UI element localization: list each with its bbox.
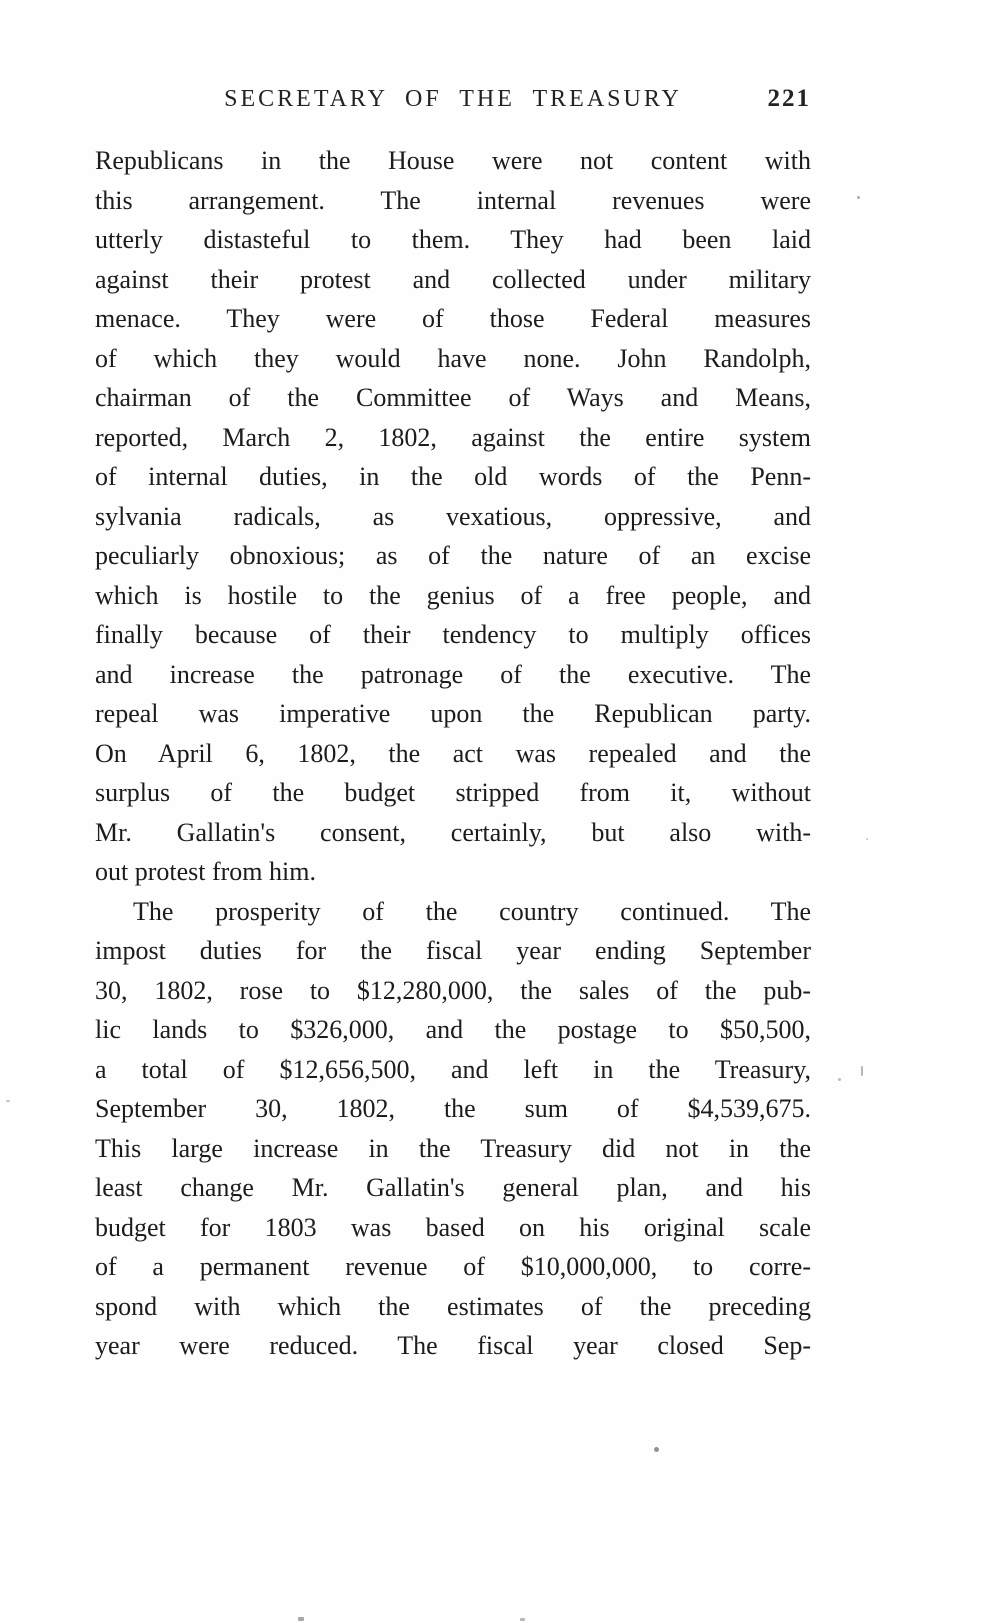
text-line: sylvania radicals, as vexatious, oppressive, and	[95, 501, 811, 531]
text-line: lic lands to $326,000, and the postage to $50,500,	[95, 1015, 811, 1044]
text-line: On April 6, 1802, the act was repealed and the	[95, 738, 811, 768]
text-line: Republicans in the House were not content with	[95, 146, 811, 175]
scan-artifact	[866, 838, 868, 840]
text-line: which is hostile to the genius of a free people, and	[95, 580, 811, 610]
page-title: SECRETARY OF THE TREASURY	[224, 86, 682, 112]
text-line: out protest from him.	[95, 857, 316, 886]
text-line: menace. They were of those Federal measures	[95, 304, 811, 333]
text-line: peculiarly obnoxious; as of the nature of an excise	[95, 541, 811, 570]
page-body	[95, 141, 811, 1366]
scan-artifact	[520, 1618, 525, 1621]
text-line: budget for 1803 was based on his original scale	[95, 1212, 811, 1242]
text-line: impost duties for the fiscal year ending September	[95, 936, 811, 965]
text-line: and increase the patronage of the executive. The	[95, 659, 811, 689]
text-line: September 30, 1802, the sum of $4,539,675.	[95, 1094, 811, 1123]
text-block	[95, 84, 811, 1366]
text-line: year were reduced. The fiscal year closed Sep-	[95, 1331, 811, 1360]
scan-artifact	[861, 1066, 863, 1076]
text-line: This large increase in the Treasury did not in the	[95, 1133, 811, 1163]
running-header	[95, 84, 811, 114]
text-line: of which they would have none. John Randolph,	[95, 343, 811, 373]
text-line: chairman of the Committee of Ways and Means,	[95, 383, 811, 412]
text-line: 30, 1802, rose to $12,280,000, the sales of the pub-	[95, 975, 811, 1005]
text-line: utterly distasteful to them. They had been laid	[95, 225, 811, 254]
text-line: finally because of their tendency to multiply offices	[95, 620, 811, 649]
scan-artifact	[298, 1617, 304, 1621]
scan-artifact	[857, 196, 860, 199]
text-line: spond with which the estimates of the preceding	[95, 1291, 811, 1321]
text-line: reported, March 2, 1802, against the entire system	[95, 422, 811, 452]
text-line: this arrangement. The internal revenues were	[95, 185, 811, 215]
text-line: Mr. Gallatin's consent, certainly, but also with-	[95, 817, 811, 847]
scan-artifact	[6, 1100, 10, 1102]
text-line: of a permanent revenue of $10,000,000, to corre-	[95, 1252, 811, 1281]
text-line: The prosperity of the country continued. The	[133, 896, 811, 926]
text-line: against their protest and collected under military	[95, 264, 811, 294]
page-number: 221	[767, 85, 811, 112]
text-line: of internal duties, in the old words of the Penn-	[95, 462, 811, 491]
text-line: least change Mr. Gallatin's general plan, and his	[95, 1173, 811, 1202]
text-line: repeal was imperative upon the Republican party.	[95, 699, 811, 728]
scan-artifact	[654, 1447, 659, 1452]
text-line: surplus of the budget stripped from it, without	[95, 778, 811, 807]
scan-artifact	[838, 1078, 841, 1081]
text-line: a total of $12,656,500, and left in the Treasury,	[95, 1054, 811, 1084]
